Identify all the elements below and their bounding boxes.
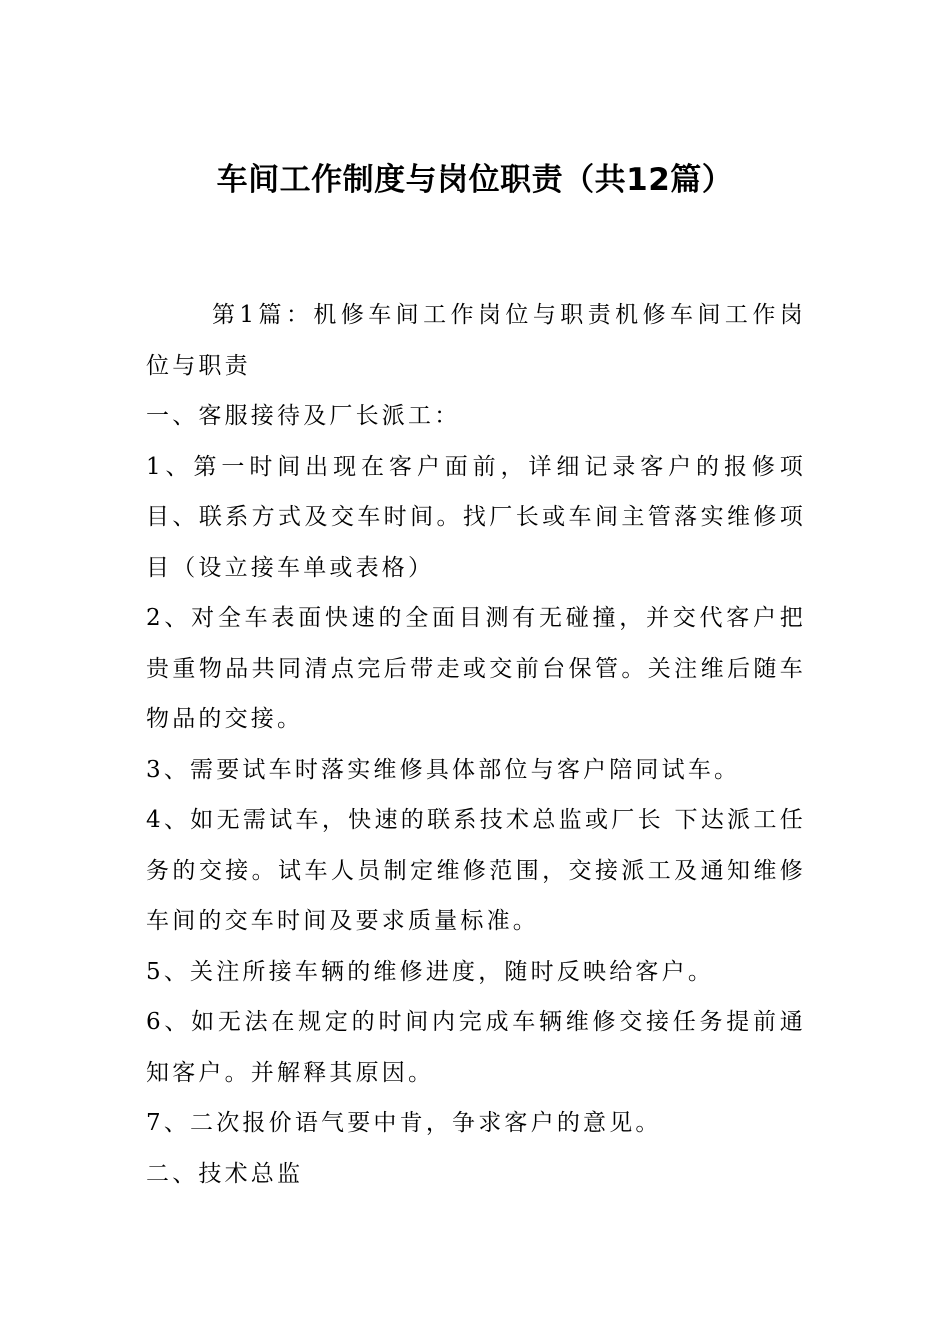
list-item: 2、对全车表面快速的全面目测有无碰撞，并交代客户把贵重物品共同清点完后带走或交前台保管。关注维后随车物品的交接。	[146, 605, 806, 732]
document-body	[146, 290, 806, 1199]
list-item: 3、需要试车时落实维修具体部位与客户陪同试车。	[146, 756, 741, 783]
list-item: 6、如无法在规定的时间内完成车辆维修交接任务提前通知客户。并解释其原因。	[146, 1009, 806, 1086]
list-item: 5、关注所接车辆的维修进度，随时反映给客户。	[146, 958, 715, 985]
list-item: 1、第一时间出现在客户面前，详细记录客户的报修项目、联系方式及交车时间。找厂长或车间主管落实维修项目（设立接车单或表格）	[146, 453, 806, 581]
subsection-heading-reception: 一、客服接待及厂长派工：	[146, 403, 461, 429]
section-heading-part-1: 第1篇：机修车间工作岗位与职责机修车间工作岗位与职责	[146, 302, 806, 379]
list-item: 7、二次报价语气要中肯，争求客户的意见。	[146, 1110, 662, 1136]
subsection-heading-technical-director: 二、技术总监	[146, 1160, 304, 1187]
list-item: 4、如无需试车，快速的联系技术总监或厂长 下达派工任务的交接。试车人员制定维修范围，交接派工及通知维修车间的交车时间及要求质量标准。	[146, 807, 806, 934]
document-title: 车间工作制度与岗位职责（共12篇）	[216, 162, 734, 198]
